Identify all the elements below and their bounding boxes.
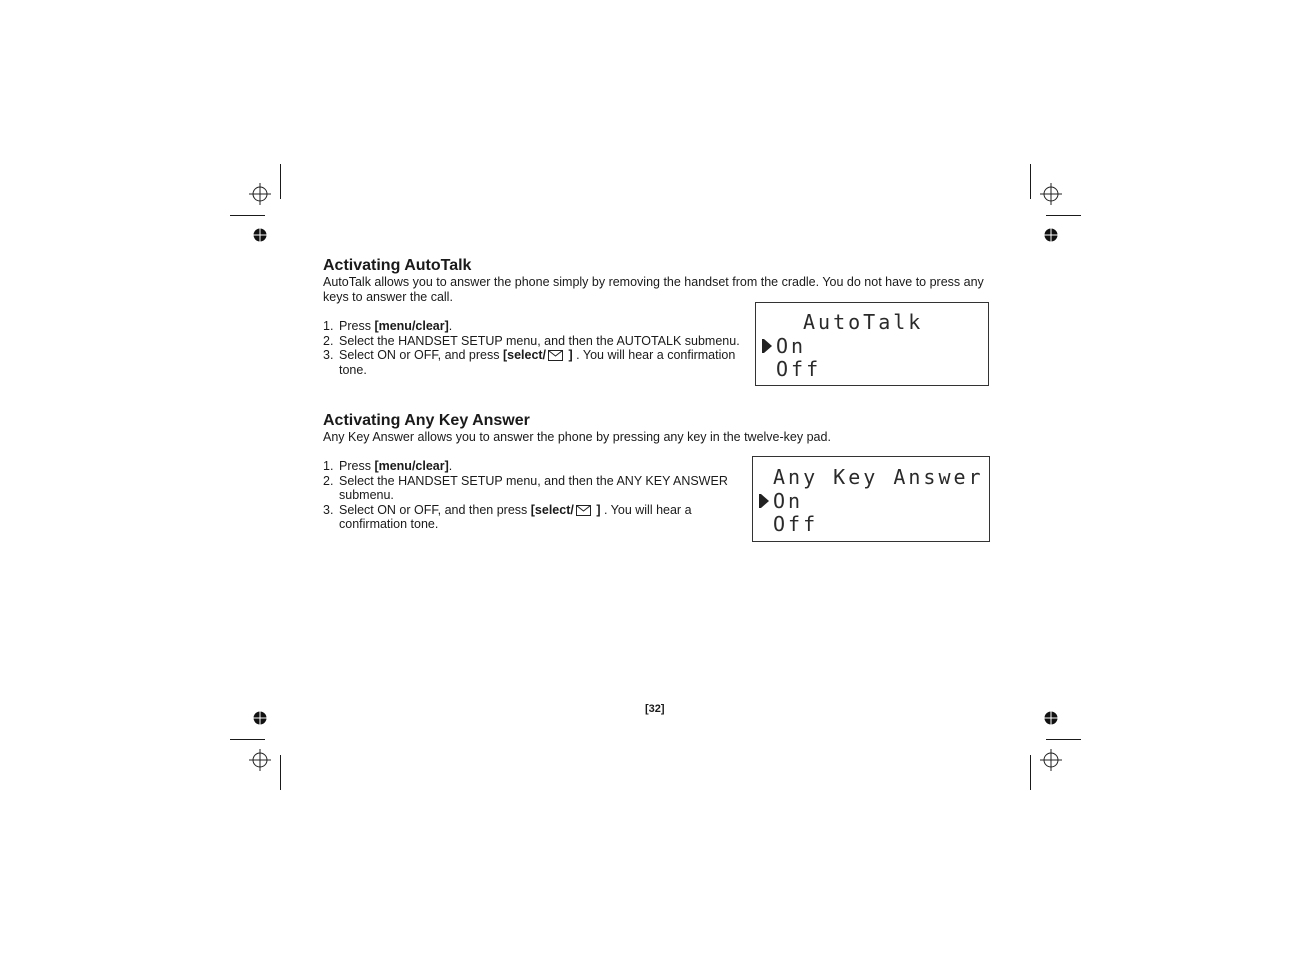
page-number: [32] bbox=[645, 703, 665, 715]
lcd-option-off: Off bbox=[776, 357, 822, 381]
lcd-option-on: On bbox=[773, 489, 804, 513]
lcd-display-autotalk bbox=[755, 302, 989, 386]
crosshair-icon bbox=[249, 183, 271, 205]
crop-mark-br-h bbox=[1046, 739, 1081, 740]
list-item: 3. Select ON or OFF, and then press [select/ ] . You will hear a confirmation tone. bbox=[323, 502, 692, 531]
crosshair-icon bbox=[1040, 749, 1062, 771]
lcd-option-on: On bbox=[776, 334, 807, 358]
mail-icon bbox=[548, 350, 563, 361]
lcd-title: Any Key Answer bbox=[773, 465, 984, 489]
registration-dot-icon bbox=[1044, 711, 1058, 725]
registration-dot-icon bbox=[253, 711, 267, 725]
section-heading-autotalk: Activating AutoTalk bbox=[323, 257, 472, 274]
crop-mark-bl-v bbox=[280, 755, 281, 790]
crop-mark-tr-v bbox=[1030, 164, 1031, 199]
lcd-title: AutoTalk bbox=[803, 310, 924, 334]
crop-mark-tl-h bbox=[230, 215, 265, 216]
cursor-arrow-icon bbox=[761, 494, 769, 508]
lcd-option-off: Off bbox=[773, 512, 819, 536]
crop-mark-tl-v bbox=[280, 164, 281, 199]
list-item: 3. Select ON or OFF, and press [select/ ] . You will hear a confirmation tone. bbox=[323, 348, 736, 377]
crop-mark-bl-h bbox=[230, 739, 265, 740]
crosshair-icon bbox=[249, 749, 271, 771]
lcd-display-any-key-answer bbox=[752, 456, 990, 542]
list-item: 1. Press [menu/clear]. bbox=[323, 319, 453, 333]
list-item: 1. Press [menu/clear]. bbox=[323, 459, 453, 473]
crosshair-icon bbox=[1040, 183, 1062, 205]
mail-icon bbox=[576, 505, 591, 516]
section-intro-autotalk: AutoTalk allows you to answer the phone simply by removing the handset from the cradle. You do not have to press any keys to answer the call. bbox=[323, 275, 984, 304]
list-item: 2. Select the HANDSET SETUP menu, and then the ANY KEY ANSWER submenu. bbox=[323, 473, 728, 502]
registration-dot-icon bbox=[253, 228, 267, 242]
step-list-autotalk bbox=[323, 319, 753, 377]
crop-mark-tr-h bbox=[1046, 215, 1081, 216]
registration-dot-icon bbox=[1044, 228, 1058, 242]
section-heading-any-key-answer: Activating Any Key Answer bbox=[323, 412, 530, 429]
cursor-arrow-icon bbox=[764, 339, 772, 353]
section-intro-any-key-answer: Any Key Answer allows you to answer the phone by pressing any key in the twelve-key pad. bbox=[323, 430, 831, 444]
step-list-any-key-answer bbox=[323, 459, 748, 532]
crop-mark-br-v bbox=[1030, 755, 1031, 790]
list-item: 2. Select the HANDSET SETUP menu, and then the AUTOTALK submenu. bbox=[323, 333, 740, 348]
